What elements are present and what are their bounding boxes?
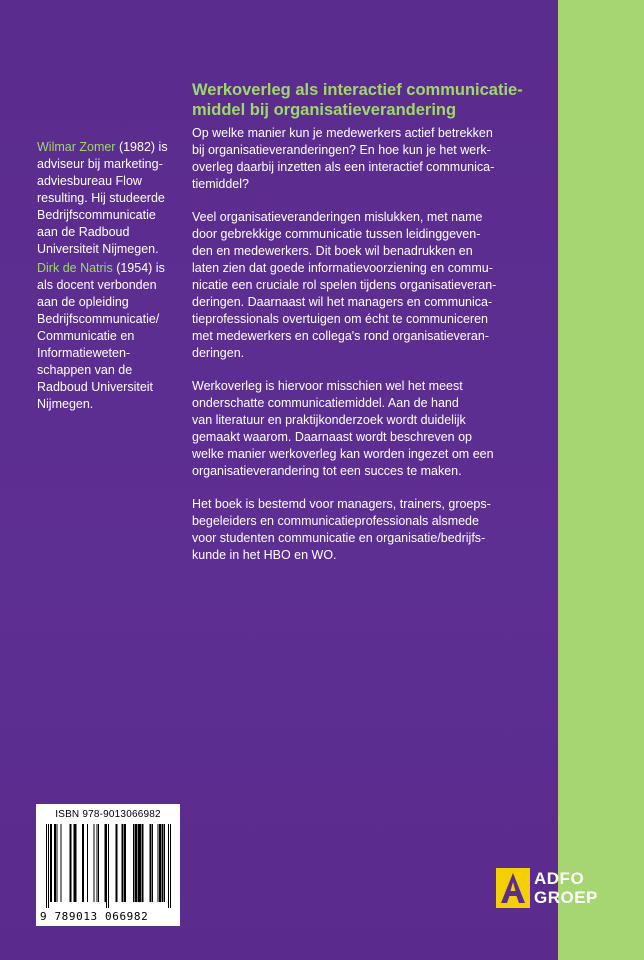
title-line: middel bij organisatieverandering: [192, 101, 457, 119]
barcode-bar: [57, 824, 58, 902]
author-bio-dirk-de-natris: [37, 260, 187, 413]
bio-first-line: [37, 139, 187, 156]
adfo-logo-mark-icon: [496, 868, 530, 908]
barcode-bar: [70, 824, 72, 902]
bio-line: Nijmegen.: [37, 397, 94, 411]
bio-line: Bedrijfscommunicatie: [37, 208, 156, 222]
bio-line: adviseur bij marketing-: [37, 157, 163, 171]
bio-line: aan de opleiding: [37, 295, 129, 309]
barcode-bar: [133, 824, 134, 902]
barcode-bar: [54, 824, 56, 902]
text-line: begeleiders en communicatieprofessionals alsmede: [192, 514, 479, 528]
publisher-name-line: ADFO: [534, 869, 585, 888]
barcode-bar: [61, 824, 62, 902]
blurb-paragraph-1: [192, 125, 552, 193]
bio-line: adviesbureau Flow: [37, 174, 142, 188]
text-line: voor studenten communicatie en organisatie/bedrijfs-: [192, 531, 486, 545]
blurb-paragraph-3: [192, 378, 552, 480]
blurb-paragraph-4: [192, 496, 552, 564]
publisher-logo: [496, 868, 626, 908]
publisher-name-line: GROEP: [534, 888, 598, 907]
green-side-strip: [558, 0, 644, 960]
barcode-bar: [159, 824, 161, 902]
bio-line: resulting. Hij studeerde: [37, 191, 165, 205]
barcode-guard-bar: [168, 824, 169, 908]
barcode-guard-bar: [106, 824, 107, 908]
bio-line: Bedrijfscommunicatie/: [37, 312, 160, 326]
barcode-bar: [164, 824, 165, 902]
text-line: tieprofessionals overtuigen om écht te communiceren: [192, 312, 488, 326]
barcode-bar: [94, 824, 95, 902]
barcode-bar: [152, 824, 153, 902]
blurb: [192, 125, 552, 580]
barcode-icon: [44, 824, 172, 908]
text-line: deringen.: [192, 346, 245, 360]
bio-line: Universiteit Nijmegen.: [37, 242, 159, 256]
bio-line: als docent verbonden: [37, 278, 157, 292]
barcode-bar: [97, 824, 98, 902]
bio-line: aan de Radboud: [37, 225, 130, 239]
author-year: (1982) is: [115, 140, 168, 154]
text-line: overleg daarbij inzetten als een interactief communica-: [192, 160, 495, 174]
barcode-guard-bar: [46, 824, 47, 908]
text-line: bij organisatieveranderingen? En hoe kun je het werk-: [192, 143, 491, 157]
text-line: van literatuur en praktijkonderzoek wordt duidelijk: [192, 413, 466, 427]
barcode-bar: [150, 824, 152, 902]
author-name: Dirk de Natris: [37, 261, 113, 275]
bio-line: Informatieweten-: [37, 346, 131, 360]
bio-line: Radboud Universiteit: [37, 380, 154, 394]
barcode-digits: 9 789013 066982: [40, 910, 149, 923]
barcode-guard-bar: [170, 824, 171, 908]
author-bio-wilmar-zomer: [37, 139, 187, 258]
barcode-bar: [135, 824, 138, 902]
barcode-bar: [124, 824, 126, 902]
title-line: Werkoverleg als interactief communicatie-: [192, 81, 523, 99]
text-line: met medewerkers en collega's rond organisatieveran-: [192, 329, 489, 343]
barcode-guard-bar: [108, 824, 109, 908]
text-line: kunde in het HBO en WO.: [192, 548, 337, 562]
text-line: onderschatte communicatiemiddel. Aan de hand: [192, 396, 459, 410]
text-line: den en medewerkers. Dit boek wil benadrukken en: [192, 244, 473, 258]
bio-first-line: [37, 260, 187, 277]
text-line: welke manier werkoverleg kan worden ingezet om een: [192, 447, 494, 461]
author-name: Wilmar Zomer: [37, 140, 116, 154]
barcode-bar: [98, 824, 99, 902]
text-line: door gebrekkige communicatie tussen leidinggeven-: [192, 227, 481, 241]
text-line: laten zien dat goede informatievoorziening en commu-: [192, 261, 493, 275]
text-line: organisatieverandering tot een succes te maken.: [192, 464, 462, 478]
barcode-bar: [82, 824, 84, 902]
barcode-bar: [158, 824, 159, 902]
barcode-bar: [50, 824, 52, 902]
book-title: [192, 80, 552, 120]
barcode-bar: [74, 824, 77, 902]
blurb-paragraph-2: [192, 209, 552, 362]
text-line: Het boek is bestemd voor managers, trainers, groeps-: [192, 497, 491, 511]
text-line: nicatie een cruciale rol spelen tijdens organisatieveran-: [192, 278, 497, 292]
barcode-bar: [162, 824, 164, 902]
text-line: gemaakt waarom. Daarnaast wordt beschreven op: [192, 430, 473, 444]
barcode-guard-bar: [48, 824, 49, 908]
text-line: Op welke manier kun je medewerkers actief betrekken: [192, 126, 493, 140]
text-line: Werkoverleg is hiervoor misschien wel het meest: [192, 379, 463, 393]
barcode-bar: [138, 824, 141, 902]
barcode-bar: [122, 824, 124, 902]
text-line: Veel organisatieveranderingen mislukken, met name: [192, 210, 483, 224]
publisher-name: [534, 869, 598, 907]
isbn-label: ISBN 978-9013066982: [55, 809, 161, 820]
bio-line: schappen van de: [37, 363, 133, 377]
author-year: (1954) is: [112, 261, 165, 275]
text-line: tiemiddel?: [192, 177, 249, 191]
barcode-bar: [116, 824, 118, 902]
barcode-bar: [87, 824, 88, 902]
bio-line: Communicatie en: [37, 329, 135, 343]
barcode-bar: [142, 824, 144, 902]
text-line: deringen. Daarnaast wil het managers en communica-: [192, 295, 493, 309]
barcode-panel: [36, 804, 180, 926]
